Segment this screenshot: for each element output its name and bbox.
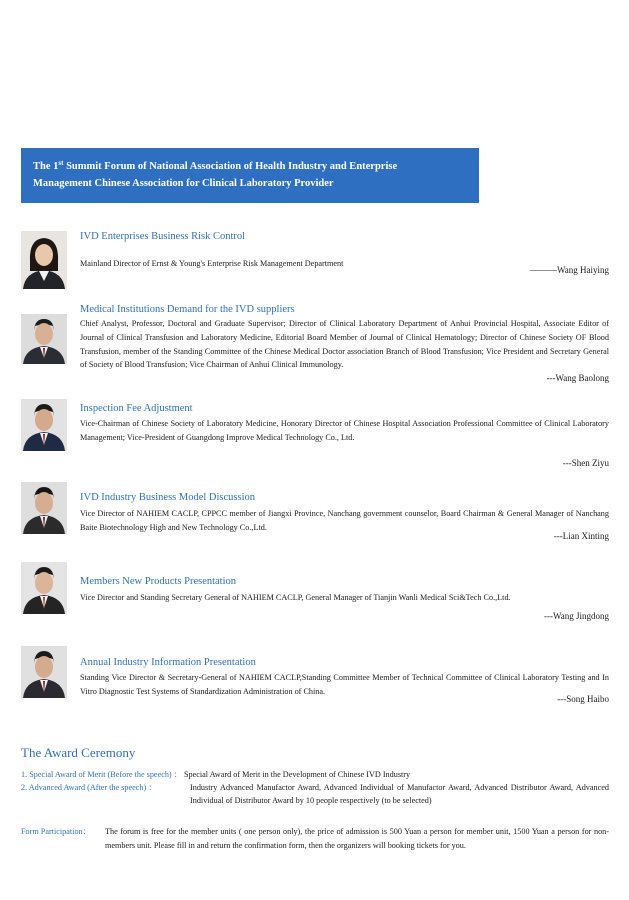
forum-title-line1: The 1st Summit Forum of National Association of Health Industry and Enterprise xyxy=(33,159,398,172)
speaker-entry xyxy=(21,492,609,552)
male-portrait-icon xyxy=(21,314,67,364)
male-portrait-icon xyxy=(21,562,67,614)
speaker-signature: ---Wang Jingdong xyxy=(543,611,609,621)
talk-title: IVD Enterprises Business Risk Control xyxy=(80,231,246,242)
talk-title: Members New Products Presentation xyxy=(80,576,237,587)
award-item xyxy=(21,782,156,795)
speaker-entry xyxy=(21,576,609,626)
speaker-signature: ---Shen Ziyu xyxy=(562,458,609,468)
participation-text: The forum is free for the member units ( one person only), the price of admission is 500 Yuan a person for member unit, 1500 Yuan a person for non-members unit. Please fill in and return the confirmation form, then the organizers will booking tickets for you. xyxy=(105,827,609,850)
talk-title: Medical Institutions Demand for the IVD suppliers xyxy=(80,304,295,315)
speaker-signature: ---Song Haibo xyxy=(557,694,609,704)
award-label: 2. Advanced Award (After the speech) ： xyxy=(21,783,157,792)
male-portrait-icon xyxy=(21,646,67,698)
award-ceremony-heading: The Award Ceremony xyxy=(21,745,136,760)
speaker-entry xyxy=(21,304,609,386)
speaker-bio: Standing Vice Director & Secretary-General of NAHIEM CACLP,Standing Committee Member of Technical Committee of Clinical Laboratory Testing and In Vitro Diagnostic Test Systems of Standardization Administration of China. xyxy=(80,673,609,696)
speaker-signature: ———Wang Haiying xyxy=(529,265,609,275)
award-text: Special Award of Merit in the Development of Chinese IVD Industry xyxy=(183,770,411,779)
speaker-entry xyxy=(21,403,609,468)
speaker-bio: Vice Director of NAHIEM CACLP, CPPCC member of Jiangxi Province, Nanchang government counselor, Board Chairman & General Manager of Nanchang Baite Biotechnology High and New Technology Co.,Ltd. xyxy=(80,509,609,532)
award-item xyxy=(21,769,410,782)
forum-title-line2: Management Chinese Association for Clinical Laboratory Provider xyxy=(33,178,334,189)
speaker-bio: Vice-Chairman of Chinese Society of Laboratory Medicine, Honorary Director of Chinese Hospital Association Professional Committee of Clinical Laboratory Management; Vice-President of Guangdong Improve Medical Technology Co., Ltd. xyxy=(80,419,609,442)
participation-label: Form Participation： xyxy=(21,827,91,836)
speaker-bio: Chief Analyst, Professor, Doctoral and Graduate Supervisor; Director of Clinical Laboratory Department of Anhui Provincial Hospital, Associate Editor of Journal of Clinical Transfusion and Laboratory Medicine, Editorial Board Member of Journal of Clinical Hematology; Director of Chinese Society OF Blood Transfusion, member of the Standing Committee of the Chinese Medical Doctor association Branch of Blood Transfusion; Vice President and Secretary General of Society of Blood Transfusion; Vice Chairman of Anhui Clinical Immunology. xyxy=(80,319,609,370)
talk-title: Annual Industry Information Presentation xyxy=(80,657,256,668)
speaker-signature: ---Wang Baolong xyxy=(546,373,609,383)
speaker-bio: Mainland Director of Ernst & Young's Enterprise Risk Management Department xyxy=(80,259,344,268)
speaker-entry xyxy=(21,231,609,291)
talk-title: IVD Industry Business Model Discussion xyxy=(80,492,255,503)
forum-title-banner xyxy=(21,148,479,203)
male-portrait-icon xyxy=(21,399,67,451)
male-portrait-icon xyxy=(21,482,67,534)
female-portrait-icon xyxy=(21,231,67,289)
speaker-bio: Vice Director and Standing Secretary General of NAHIEM CACLP, General Manager of Tianjin Wanli Medical Sci&Tech Co.,Ltd. xyxy=(80,593,511,602)
talk-title: Inspection Fee Adjustment xyxy=(80,403,193,414)
award-label: 1. Special Award of Merit (Before the speech) ： xyxy=(21,770,182,779)
speaker-signature: ---Lian Xinting xyxy=(553,531,609,541)
award-text: Industry Advanced Manufactor Award, Advanced Individual of Manufactor Award, Advanced Distributor Award, Advanced Individual of Distributor Award by 10 people respectively (to be selected) xyxy=(190,783,609,805)
speaker-entry xyxy=(21,657,609,712)
